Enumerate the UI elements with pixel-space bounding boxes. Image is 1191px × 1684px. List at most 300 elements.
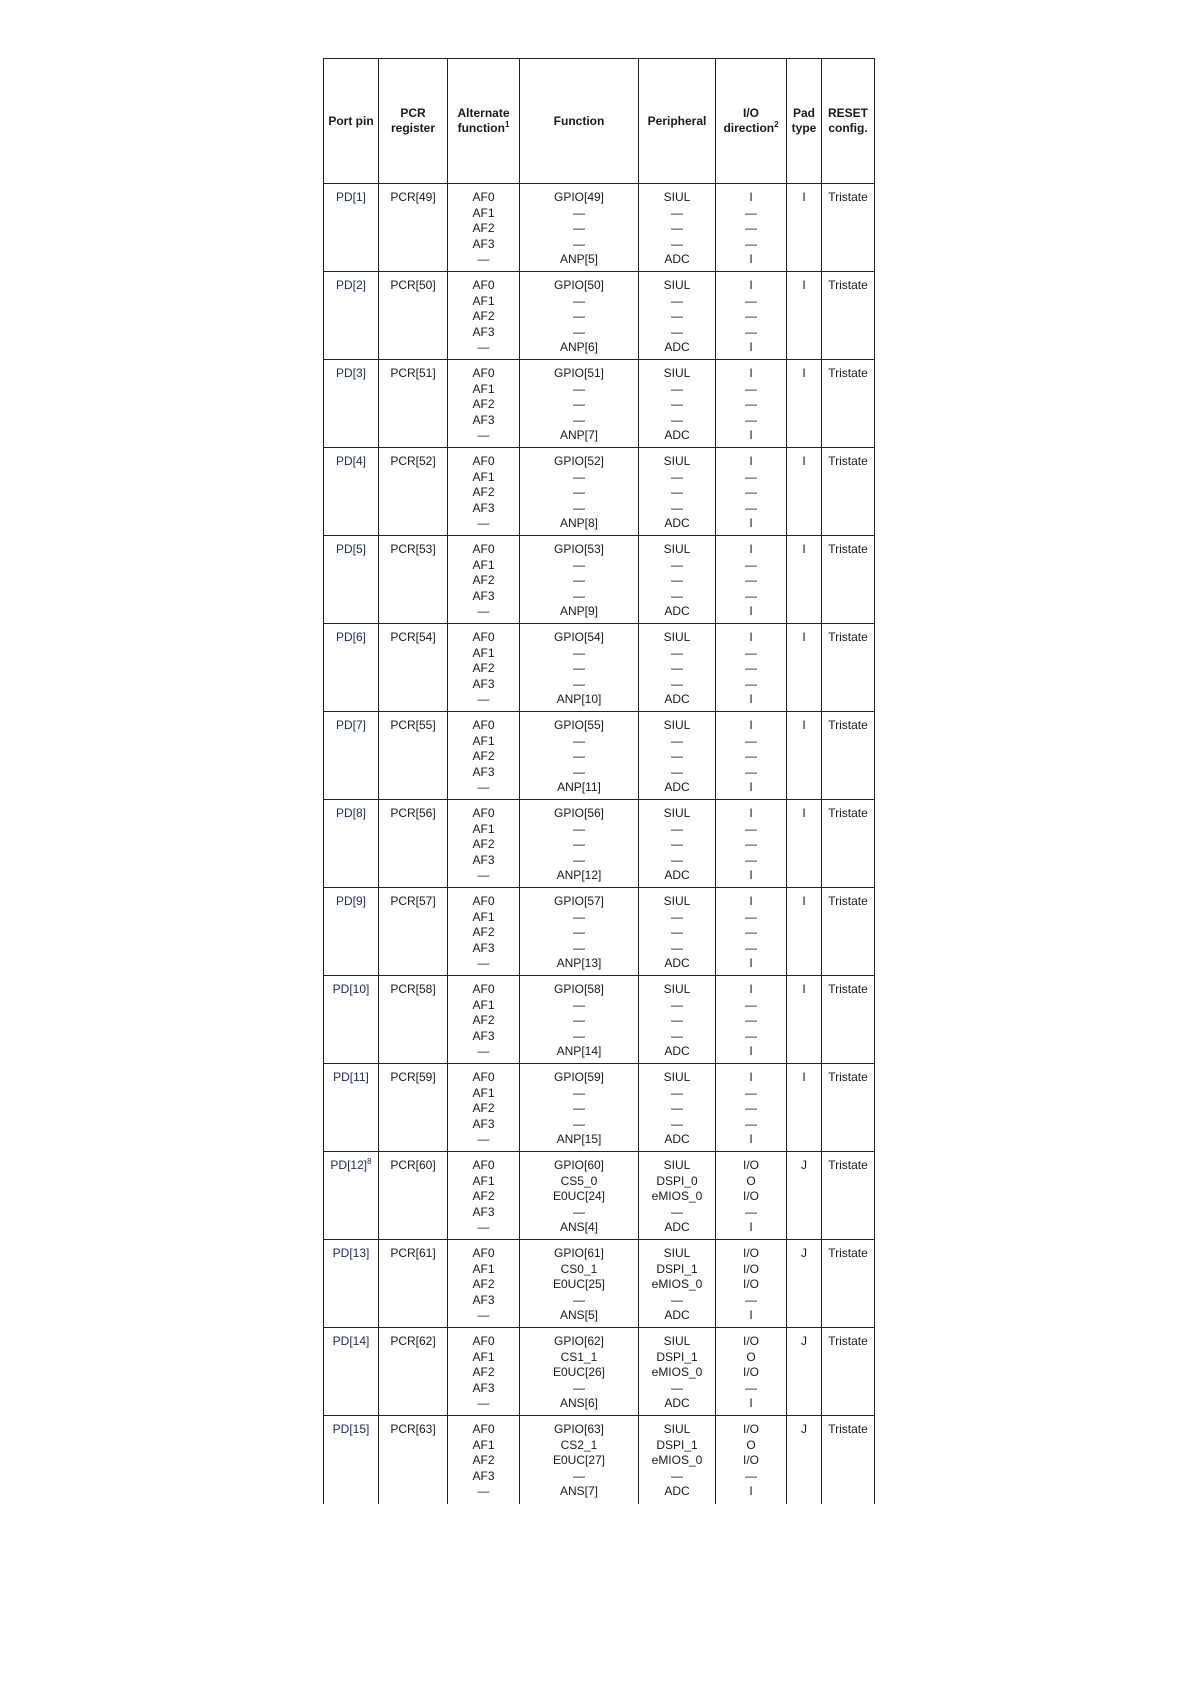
table-row (324, 976, 875, 1064)
io-direction-cell-line: I (749, 542, 753, 556)
function-cell-line: — (573, 1292, 585, 1307)
io-direction-cell-line: — (745, 221, 757, 236)
alternate-function-cell-line: AF1 (472, 1437, 495, 1452)
peripheral-cell-line: — (671, 1204, 683, 1219)
alternate-function-cell-line: — (477, 1044, 490, 1059)
io-direction-cell-line: I/O (742, 1365, 759, 1380)
alternate-function-cell-line: AF3 (472, 412, 495, 427)
io-direction-cell-line: — (745, 909, 757, 924)
port-pin-cell (324, 800, 379, 888)
function-cell (520, 1064, 639, 1152)
alternate-function-cell-line: — (477, 1484, 490, 1499)
pcr-register-cell: PCR[57] (379, 888, 448, 976)
reset-config-cell: Tristate (822, 624, 875, 712)
function-cell-line: — (573, 733, 585, 748)
alternate-function-cell (448, 800, 520, 888)
port-pin-label: PD[3] (335, 366, 366, 380)
function-cell-line: — (573, 381, 585, 396)
io-direction-cell (716, 800, 787, 888)
peripheral-cell-line: ADC (664, 1396, 690, 1411)
alternate-function-cell-line: AF1 (472, 1261, 495, 1276)
port-pin-cell (324, 184, 379, 272)
alternate-function-cell-line: AF3 (472, 1468, 495, 1483)
function-cell-line: — (573, 236, 585, 251)
function-cell-line: — (573, 205, 585, 220)
peripheral-cell-line: — (671, 324, 683, 339)
function-cell (520, 712, 639, 800)
function-cell (520, 1416, 639, 1504)
peripheral-cell-line: SIUL (663, 894, 691, 908)
alternate-function-cell-line: AF3 (472, 1028, 495, 1043)
peripheral-cell-line: — (671, 236, 683, 251)
io-direction-cell-line: — (745, 749, 757, 764)
function-cell-line: GPIO[54] (553, 630, 605, 644)
pad-type-cell: I (787, 976, 822, 1064)
alternate-function-cell-line: AF0 (472, 1422, 495, 1436)
peripheral-cell (639, 712, 716, 800)
io-direction-cell-line: I (749, 366, 753, 380)
io-direction-cell-line: — (745, 661, 757, 676)
peripheral-cell-line: SIUL (663, 1246, 691, 1260)
peripheral-cell (639, 1328, 716, 1416)
alternate-function-cell-line: AF2 (472, 309, 495, 324)
alternate-function-cell-line: AF2 (472, 485, 495, 500)
pad-type-cell: I (787, 800, 822, 888)
port-pin-label: PD[12] (330, 1158, 368, 1172)
function-cell-line: — (573, 324, 585, 339)
alternate-function-cell-line: AF0 (472, 1334, 495, 1348)
table-row (324, 1240, 875, 1328)
peripheral-cell-line: ADC (664, 868, 690, 883)
function-cell-line: CS1_1 (560, 1349, 598, 1364)
peripheral-cell-line: — (671, 293, 683, 308)
io-direction-cell-line: I (749, 1396, 753, 1411)
io-direction-cell-line: — (745, 733, 757, 748)
peripheral-cell-line: ADC (664, 604, 690, 619)
alternate-function-cell-line: AF2 (472, 1013, 495, 1028)
peripheral-cell-line: ADC (664, 1220, 690, 1235)
io-direction-cell-line: — (745, 1101, 757, 1116)
alternate-function-cell-line: AF1 (472, 733, 495, 748)
table-row (324, 624, 875, 712)
port-pin-label: PD[5] (335, 542, 366, 556)
io-direction-cell-line: — (745, 573, 757, 588)
io-direction-cell (716, 536, 787, 624)
io-direction-cell-line: — (745, 837, 757, 852)
alternate-function-cell-line: AF3 (472, 1380, 495, 1395)
function-cell-line: GPIO[58] (553, 982, 605, 996)
io-direction-cell-line: — (745, 925, 757, 940)
alternate-function-cell (448, 1240, 520, 1328)
alternate-function-cell-line: — (477, 868, 490, 883)
peripheral-cell-line: — (671, 661, 683, 676)
table-row (324, 888, 875, 976)
peripheral-cell-line: DSPI_1 (656, 1437, 698, 1452)
alternate-function-cell-line: — (477, 1220, 490, 1235)
peripheral-cell-line: — (671, 749, 683, 764)
pcr-register-cell: PCR[49] (379, 184, 448, 272)
table-row (324, 184, 875, 272)
reset-config-cell: Tristate (822, 448, 875, 536)
peripheral-cell-line: eMIOS_0 (651, 1189, 703, 1204)
peripheral-cell-line: ADC (664, 428, 690, 443)
io-direction-cell-line: — (745, 412, 757, 427)
pcr-register-cell: PCR[63] (379, 1416, 448, 1504)
io-direction-cell (716, 272, 787, 360)
alternate-function-cell-line: AF1 (472, 1173, 495, 1188)
function-cell-line: — (573, 1085, 585, 1100)
io-direction-cell-line: O (746, 1349, 756, 1364)
alternate-function-cell-line: AF0 (472, 454, 495, 468)
pad-type-cell: J (787, 1416, 822, 1504)
peripheral-cell-line: SIUL (663, 982, 691, 996)
reset-config-cell: Tristate (822, 1328, 875, 1416)
function-cell-line: E0UC[24] (552, 1189, 606, 1204)
function-cell-line: E0UC[27] (552, 1453, 606, 1468)
port-pin-label: PD[1] (335, 190, 366, 204)
io-direction-cell (716, 1416, 787, 1504)
peripheral-cell-line: — (671, 557, 683, 572)
peripheral-cell (639, 800, 716, 888)
peripheral-cell-line: — (671, 412, 683, 427)
port-pin-cell (324, 448, 379, 536)
peripheral-cell-line: SIUL (663, 278, 691, 292)
io-direction-cell-line: I/O (742, 1453, 759, 1468)
io-direction-cell-line: I/O (742, 1261, 759, 1276)
peripheral-cell-line: eMIOS_0 (651, 1277, 703, 1292)
io-direction-cell (716, 184, 787, 272)
alternate-function-cell-line: AF1 (472, 293, 495, 308)
io-direction-cell (716, 1240, 787, 1328)
alternate-function-cell-line: AF2 (472, 573, 495, 588)
port-pin-label: PD[9] (335, 894, 366, 908)
alternate-function-cell (448, 624, 520, 712)
io-direction-cell-line: I (749, 1484, 753, 1499)
io-direction-cell-line: — (745, 293, 757, 308)
header-peripheral: Peripheral (639, 59, 716, 184)
io-direction-cell-line: — (745, 469, 757, 484)
function-cell-line: CS0_1 (560, 1261, 598, 1276)
io-direction-cell (716, 448, 787, 536)
alternate-function-cell-line: AF1 (472, 1085, 495, 1100)
function-cell-line: ANP[12] (556, 868, 602, 883)
alternate-function-cell-line: AF0 (472, 982, 495, 996)
io-direction-cell-line: — (745, 236, 757, 251)
function-cell-line: — (573, 1101, 585, 1116)
function-cell-line: GPIO[53] (553, 542, 605, 556)
alternate-function-cell-line: — (477, 956, 490, 971)
peripheral-cell-line: ADC (664, 340, 690, 355)
reset-config-cell: Tristate (822, 360, 875, 448)
port-pin-cell (324, 624, 379, 712)
peripheral-cell-line: ADC (664, 692, 690, 707)
peripheral-cell-line: SIUL (663, 630, 691, 644)
peripheral-cell-line: — (671, 997, 683, 1012)
table-row (324, 360, 875, 448)
pad-type-cell: I (787, 712, 822, 800)
io-direction-cell-line: I (749, 894, 753, 908)
io-direction-cell-line: — (745, 485, 757, 500)
alternate-function-cell-line: AF3 (472, 940, 495, 955)
io-direction-cell-line: I (749, 982, 753, 996)
port-pin-cell (324, 1064, 379, 1152)
alternate-function-cell-line: — (477, 516, 490, 531)
header-alternate-function (448, 59, 520, 184)
io-direction-cell (716, 360, 787, 448)
function-cell-line: GPIO[49] (553, 190, 605, 204)
function-cell-line: ANP[6] (559, 340, 598, 355)
function-cell-line: — (573, 293, 585, 308)
peripheral-cell (639, 1240, 716, 1328)
table-row (324, 1328, 875, 1416)
function-cell-line: GPIO[59] (553, 1070, 605, 1084)
port-pin-cell (324, 1152, 379, 1240)
peripheral-cell-line: DSPI_1 (656, 1349, 698, 1364)
io-direction-cell-line: I (749, 1132, 753, 1147)
function-cell-line: ANP[10] (556, 692, 602, 707)
alternate-function-cell-line: AF3 (472, 1292, 495, 1307)
io-direction-cell (716, 976, 787, 1064)
pcr-register-cell: PCR[52] (379, 448, 448, 536)
function-cell-line: ANS[4] (559, 1220, 598, 1235)
function-cell-line: ANP[14] (556, 1044, 602, 1059)
footnote-marker: 1 (504, 120, 510, 129)
alternate-function-cell-line: — (477, 604, 490, 619)
io-direction-cell-line: — (745, 381, 757, 396)
peripheral-cell-line: — (671, 588, 683, 603)
io-direction-cell-line: — (745, 1292, 757, 1307)
function-cell-line: — (573, 1468, 585, 1483)
alternate-function-cell (448, 888, 520, 976)
function-cell-line: — (573, 1116, 585, 1131)
peripheral-cell-line: SIUL (663, 1334, 691, 1348)
io-direction-cell-line: — (745, 1013, 757, 1028)
function-cell-line: — (573, 573, 585, 588)
function-cell-line: GPIO[56] (553, 806, 605, 820)
alternate-function-cell-line: AF2 (472, 221, 495, 236)
peripheral-cell-line: ADC (664, 780, 690, 795)
alternate-function-cell-line: AF0 (472, 366, 495, 380)
port-pin-label: PD[13] (332, 1246, 370, 1260)
function-cell-line: ANS[5] (559, 1308, 598, 1323)
reset-config-cell: Tristate (822, 712, 875, 800)
peripheral-cell (639, 448, 716, 536)
io-direction-cell-line: I (749, 252, 753, 267)
pad-type-cell: I (787, 888, 822, 976)
header-reset-config: RESET config. (822, 59, 875, 184)
io-direction-cell-line: I (749, 1220, 753, 1235)
io-direction-cell-line: I (749, 1308, 753, 1323)
peripheral-cell-line: — (671, 397, 683, 412)
function-cell (520, 360, 639, 448)
alternate-function-cell-line: AF0 (472, 718, 495, 732)
table-row (324, 536, 875, 624)
io-direction-cell (716, 888, 787, 976)
function-cell-line: E0UC[26] (552, 1365, 606, 1380)
function-cell (520, 184, 639, 272)
io-direction-cell-line: I (749, 278, 753, 292)
function-cell-line: GPIO[55] (553, 718, 605, 732)
function-cell (520, 888, 639, 976)
table-row (324, 448, 875, 536)
peripheral-cell-line: eMIOS_0 (651, 1365, 703, 1380)
function-cell (520, 536, 639, 624)
reset-config-cell: Tristate (822, 1416, 875, 1504)
io-direction-cell-line: — (745, 309, 757, 324)
io-direction-cell-line: — (745, 997, 757, 1012)
function-cell-line: CS5_0 (560, 1173, 598, 1188)
header-alternate-function-label: Alternate function (457, 106, 510, 135)
function-cell-line: — (573, 821, 585, 836)
alternate-function-cell-line: AF3 (472, 500, 495, 515)
function-cell-line: — (573, 661, 585, 676)
io-direction-cell-line: I/O (742, 1334, 759, 1348)
peripheral-cell-line: — (671, 909, 683, 924)
function-cell-line: ANS[7] (559, 1484, 598, 1499)
peripheral-cell-line: SIUL (663, 454, 691, 468)
alternate-function-cell-line: AF2 (472, 1453, 495, 1468)
alternate-function-cell-line: AF3 (472, 852, 495, 867)
port-pin-label: PD[11] (333, 1070, 369, 1084)
peripheral-cell-line: ADC (664, 516, 690, 531)
function-cell (520, 800, 639, 888)
alternate-function-cell-line: AF0 (472, 1158, 495, 1172)
function-cell-line: — (573, 749, 585, 764)
alternate-function-cell (448, 1416, 520, 1504)
port-pin-label: PD[15] (332, 1422, 370, 1436)
alternate-function-cell (448, 360, 520, 448)
pcr-register-cell: PCR[61] (379, 1240, 448, 1328)
peripheral-cell (639, 624, 716, 712)
footnote-marker: 8 (367, 1157, 372, 1166)
table-header (324, 59, 875, 184)
header-io-direction-label: I/O direction (723, 106, 775, 135)
peripheral-cell-line: — (671, 821, 683, 836)
function-cell-line: GPIO[60] (553, 1158, 605, 1172)
table-row (324, 712, 875, 800)
function-cell-line: — (573, 909, 585, 924)
alternate-function-cell-line: — (477, 428, 490, 443)
peripheral-cell-line: ADC (664, 1308, 690, 1323)
io-direction-cell-line: I (749, 454, 753, 468)
peripheral-cell (639, 1416, 716, 1504)
pcr-register-cell: PCR[51] (379, 360, 448, 448)
peripheral-cell-line: — (671, 469, 683, 484)
function-cell-line: CS2_1 (560, 1437, 598, 1452)
alternate-function-cell-line: AF1 (472, 821, 495, 836)
io-direction-cell-line: I (749, 718, 753, 732)
peripheral-cell-line: SIUL (663, 806, 691, 820)
footnote-marker: 2 (774, 120, 779, 129)
alternate-function-cell (448, 712, 520, 800)
peripheral-cell-line: — (671, 309, 683, 324)
io-direction-cell-line: — (745, 676, 757, 691)
alternate-function-cell-line: — (477, 1308, 490, 1323)
alternate-function-cell-line: AF1 (472, 909, 495, 924)
function-cell-line: ANP[15] (556, 1132, 602, 1147)
function-cell (520, 1240, 639, 1328)
io-direction-cell-line: I (749, 806, 753, 820)
pcr-register-cell: PCR[58] (379, 976, 448, 1064)
peripheral-cell (639, 1152, 716, 1240)
alternate-function-cell-line: AF0 (472, 1246, 495, 1260)
pcr-register-cell: PCR[55] (379, 712, 448, 800)
pcr-register-cell: PCR[53] (379, 536, 448, 624)
pad-type-cell: I (787, 624, 822, 712)
alternate-function-cell-line: — (477, 1396, 490, 1411)
port-pin-label: PD[4] (335, 454, 366, 468)
port-pin-cell (324, 888, 379, 976)
peripheral-cell-line: — (671, 485, 683, 500)
function-cell-line: ANP[8] (559, 516, 598, 531)
peripheral-cell-line: — (671, 1085, 683, 1100)
io-direction-cell-line: — (745, 588, 757, 603)
header-function: Function (520, 59, 639, 184)
port-pin-label: PD[8] (335, 806, 366, 820)
alternate-function-cell-line: AF1 (472, 645, 495, 660)
io-direction-cell-line: — (745, 397, 757, 412)
function-cell-line: — (573, 940, 585, 955)
function-cell-line: ANS[6] (559, 1396, 598, 1411)
io-direction-cell-line: I (749, 868, 753, 883)
function-cell-line: ANP[11] (557, 780, 601, 795)
peripheral-cell (639, 1064, 716, 1152)
function-cell-line: GPIO[63] (553, 1422, 605, 1436)
io-direction-cell-line: — (745, 852, 757, 867)
io-direction-cell (716, 712, 787, 800)
peripheral-cell-line: — (671, 500, 683, 515)
function-cell-line: — (573, 997, 585, 1012)
pcr-register-cell: PCR[62] (379, 1328, 448, 1416)
peripheral-cell-line: — (671, 1013, 683, 1028)
function-cell-line: — (573, 852, 585, 867)
pad-type-cell: I (787, 1064, 822, 1152)
io-direction-cell-line: — (745, 645, 757, 660)
peripheral-cell-line: — (671, 1101, 683, 1116)
alternate-function-cell (448, 1328, 520, 1416)
peripheral-cell-line: SIUL (663, 1158, 691, 1172)
peripheral-cell (639, 360, 716, 448)
io-direction-cell-line: I (749, 1044, 753, 1059)
function-cell-line: — (573, 837, 585, 852)
peripheral-cell-line: SIUL (663, 190, 691, 204)
reset-config-cell: Tristate (822, 976, 875, 1064)
reset-config-cell: Tristate (822, 1240, 875, 1328)
peripheral-cell-line: — (671, 381, 683, 396)
peripheral-cell-line: — (671, 837, 683, 852)
peripheral-cell-line: — (671, 1468, 683, 1483)
function-cell (520, 1328, 639, 1416)
io-direction-cell-line: — (745, 1380, 757, 1395)
peripheral-cell-line: ADC (664, 956, 690, 971)
io-direction-cell-line: I (749, 604, 753, 619)
peripheral-cell-line: — (671, 1380, 683, 1395)
port-pin-cell (324, 1416, 379, 1504)
pad-type-cell: I (787, 184, 822, 272)
alternate-function-cell (448, 1152, 520, 1240)
peripheral-cell (639, 272, 716, 360)
alternate-function-cell (448, 272, 520, 360)
io-direction-cell-line: I (749, 692, 753, 707)
function-cell-line: ANP[13] (556, 956, 602, 971)
table-row (324, 1064, 875, 1152)
function-cell-line: — (573, 676, 585, 691)
port-pin-label: PD[6] (335, 630, 366, 644)
alternate-function-cell-line: AF1 (472, 469, 495, 484)
function-cell-line: — (573, 221, 585, 236)
function-cell (520, 624, 639, 712)
peripheral-cell (639, 976, 716, 1064)
